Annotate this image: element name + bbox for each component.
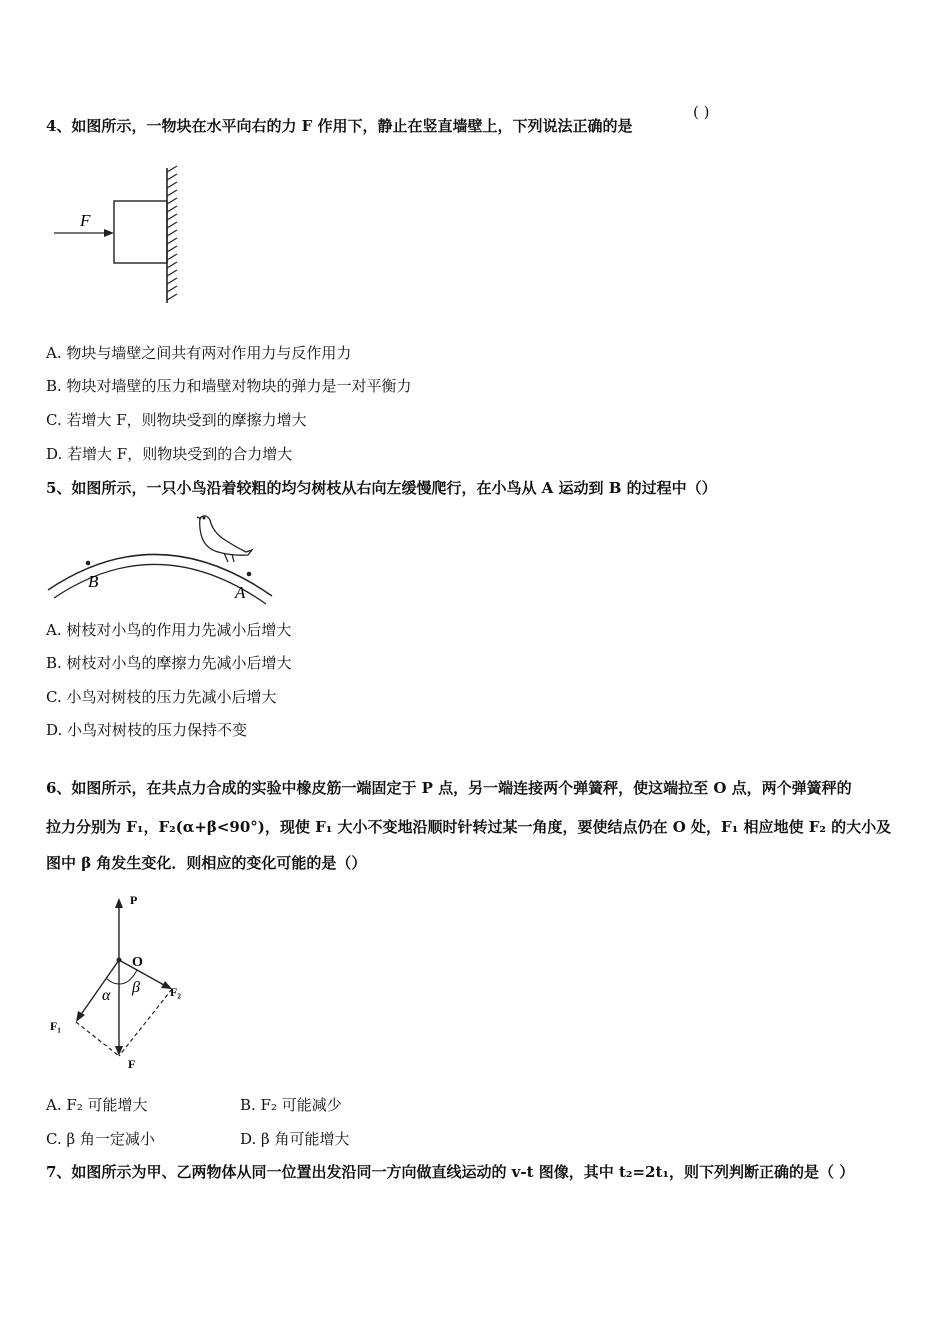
- q6-stem-line-2: 拉力分别为 F₁，F₂(α+β<90°)，现使 F₁ 大小不变地沿顺时针转过某一角度，要使结点仍在 O 处，F₁ 相应地使 F₂ 的大小及: [46, 818, 892, 836]
- q4-answer-paren: ( ): [693, 103, 710, 121]
- q6-stem-line-3: 图中 β 角发生变化．则相应的变化可能的是（）: [46, 854, 367, 872]
- q6-option-c: C. β 角一定减小: [46, 1130, 155, 1148]
- q6-label-f: F: [128, 1057, 136, 1071]
- q4-force-label: F: [80, 211, 91, 230]
- q4-figure: [46, 160, 196, 310]
- q7-stem: 7、如图所示为甲、乙两物体从同一位置出发沿同一方向做直线运动的 v-t 图像，其中 t₂=2t₁，则下列判断正确的是（ ）: [46, 1163, 855, 1181]
- q6-option-a: A. F₂ 可能增大: [46, 1096, 148, 1114]
- q5-stem: 5、如图所示，一只小鸟沿着较粗的均匀树枝从右向左缓慢爬行，在小鸟从 A 运动到 B 的过程中（）: [46, 479, 717, 497]
- q6-figure: [46, 888, 206, 1078]
- bird-icon: [197, 516, 252, 562]
- q6-label-f2: F₂: [170, 985, 181, 999]
- q5-option-a: A. 树枝对小鸟的作用力先减小后增大: [46, 621, 292, 639]
- q6-label-f1: F₁: [50, 1019, 61, 1033]
- q4-option-b: B. 物块对墙壁的压力和墙壁对物块的弹力是一对平衡力: [46, 377, 412, 395]
- q6-label-beta: β: [132, 979, 140, 996]
- q5-option-d: D. 小鸟对树枝的压力保持不变: [46, 721, 248, 739]
- q4-option-a: A. 物块与墙壁之间共有两对作用力与反作用力: [46, 344, 352, 362]
- q5-figure: [46, 508, 286, 608]
- q5-label-a: A: [235, 583, 246, 602]
- q6-option-d: D. β 角可能增大: [240, 1130, 350, 1148]
- q5-option-c: C. 小鸟对树枝的压力先减小后增大: [46, 688, 277, 706]
- q4-stem: 4、如图所示，一物块在水平向右的力 F 作用下，静止在竖直墙壁上，下列说法正确的是: [46, 117, 633, 135]
- q5-label-b: B: [88, 572, 99, 591]
- q5-option-b: B. 树枝对小鸟的摩擦力先减小后增大: [46, 654, 292, 672]
- q6-stem-line-1: 6、如图所示，在共点力合成的实验中橡皮筋一端固定于 P 点，另一端连接两个弹簧秤，使这端拉至 O 点，两个弹簧秤的: [46, 779, 852, 797]
- q6-label-o: O: [132, 955, 143, 970]
- q4-option-c: C. 若增大 F，则物块受到的摩擦力增大: [46, 411, 307, 429]
- q6-label-p: P: [130, 893, 138, 907]
- q4-option-d: D. 若增大 F，则物块受到的合力增大: [46, 445, 293, 463]
- q6-option-b: B. F₂ 可能减少: [240, 1096, 342, 1114]
- q6-label-alpha: α: [102, 987, 111, 1004]
